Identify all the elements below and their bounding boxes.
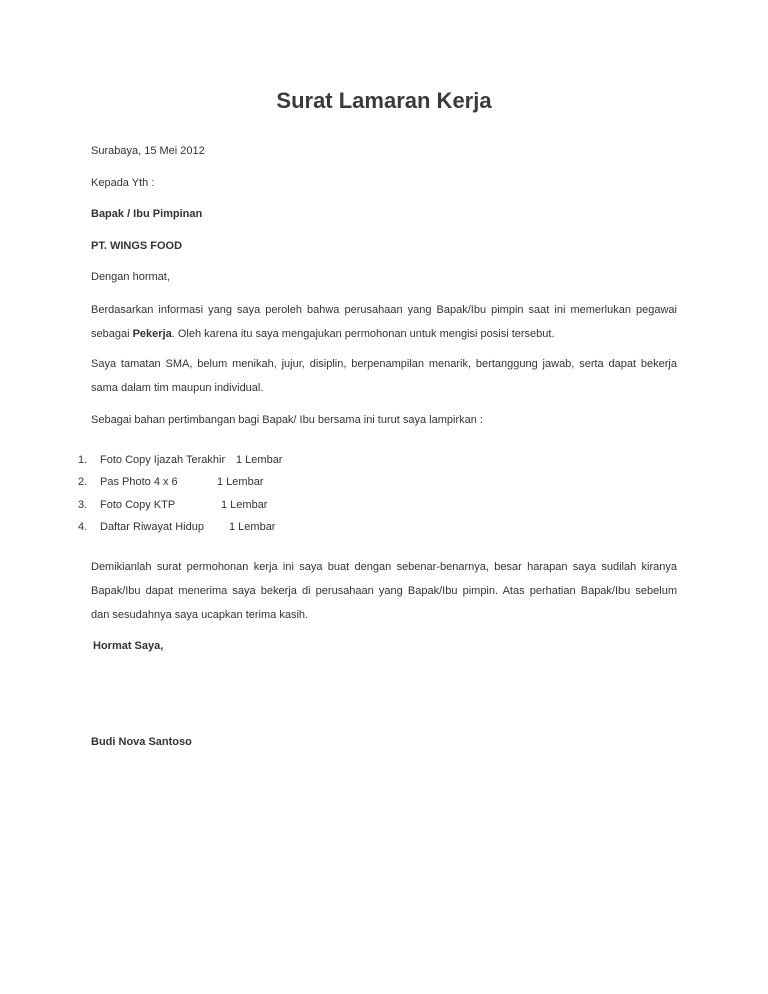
position-applied: Pekerja: [132, 328, 172, 340]
company-name: PT. WINGS FOOD: [91, 240, 183, 252]
paragraph-qualifications: [91, 352, 677, 400]
list-item-qty: 1 Lembar: [221, 499, 268, 511]
recipient: Bapak / Ibu Pimpinan: [91, 208, 203, 220]
list-number: 2.: [78, 476, 88, 488]
letter-title: Surat Lamaran Kerja: [276, 88, 492, 113]
paragraph-qualifications-line: Saya tamatan SMA, belum menikah, jujur, disiplin, berpenampilan menarik, bertanggung jawab, serta dapat bekerja: [91, 358, 677, 370]
to-line: Kepada Yth :: [91, 177, 155, 189]
list-number: 4.: [78, 521, 88, 533]
list-item-qty: 1 Lembar: [236, 454, 283, 466]
list-item-name: Foto Copy KTP: [100, 499, 176, 511]
paragraph-qualifications-line: sama dalam tim maupun individual.: [91, 382, 264, 394]
paragraph-intro: [91, 298, 677, 346]
list-item-name: Foto Copy Ijazah Terakhir: [100, 454, 226, 466]
text-span: sebagai: [91, 328, 133, 340]
paragraph-closing: [91, 555, 677, 627]
list-item-qty: 1 Lembar: [229, 521, 276, 533]
paragraph-closing-line: Demikianlah surat permohonan kerja ini saya buat dengan sebenar-benarnya, besar harapan saya sudilah kiranya: [91, 561, 677, 573]
date-line: Surabaya, 15 Mei 2012: [91, 145, 205, 157]
list-number: 3.: [78, 499, 88, 511]
attachments-intro: Sebagai bahan pertimbangan bagi Bapak/ Ibu bersama ini turut saya lampirkan :: [91, 414, 483, 426]
list-item-qty: 1 Lembar: [217, 476, 264, 488]
signer-name: Budi Nova Santoso: [91, 736, 192, 748]
paragraph-intro-line: Berdasarkan informasi yang saya peroleh bahwa perusahaan yang Bapak/Ibu pimpin saat ini memerlukan pegawai: [91, 304, 677, 316]
paragraph-closing-line: Bapak/Ibu dapat menerima saya bekerja di perusahaan yang Bapak/Ibu pimpin. Atas perhatian Bapak/Ibu sebelum: [91, 585, 677, 597]
list-item-name: Daftar Riwayat Hidup: [100, 521, 204, 533]
paragraph-closing-line: dan sesudahnya saya ucapkan terima kasih.: [91, 609, 309, 621]
sign-off: Hormat Saya,: [93, 640, 164, 652]
greeting: Dengan hormat,: [91, 271, 170, 283]
text-span: . Oleh karena itu saya mengajukan permohonan untuk mengisi posisi tersebut.: [171, 328, 555, 340]
list-item-name: Pas Photo 4 x 6: [100, 476, 178, 488]
paragraph-intro-line: [91, 322, 677, 346]
list-number: 1.: [78, 454, 88, 466]
